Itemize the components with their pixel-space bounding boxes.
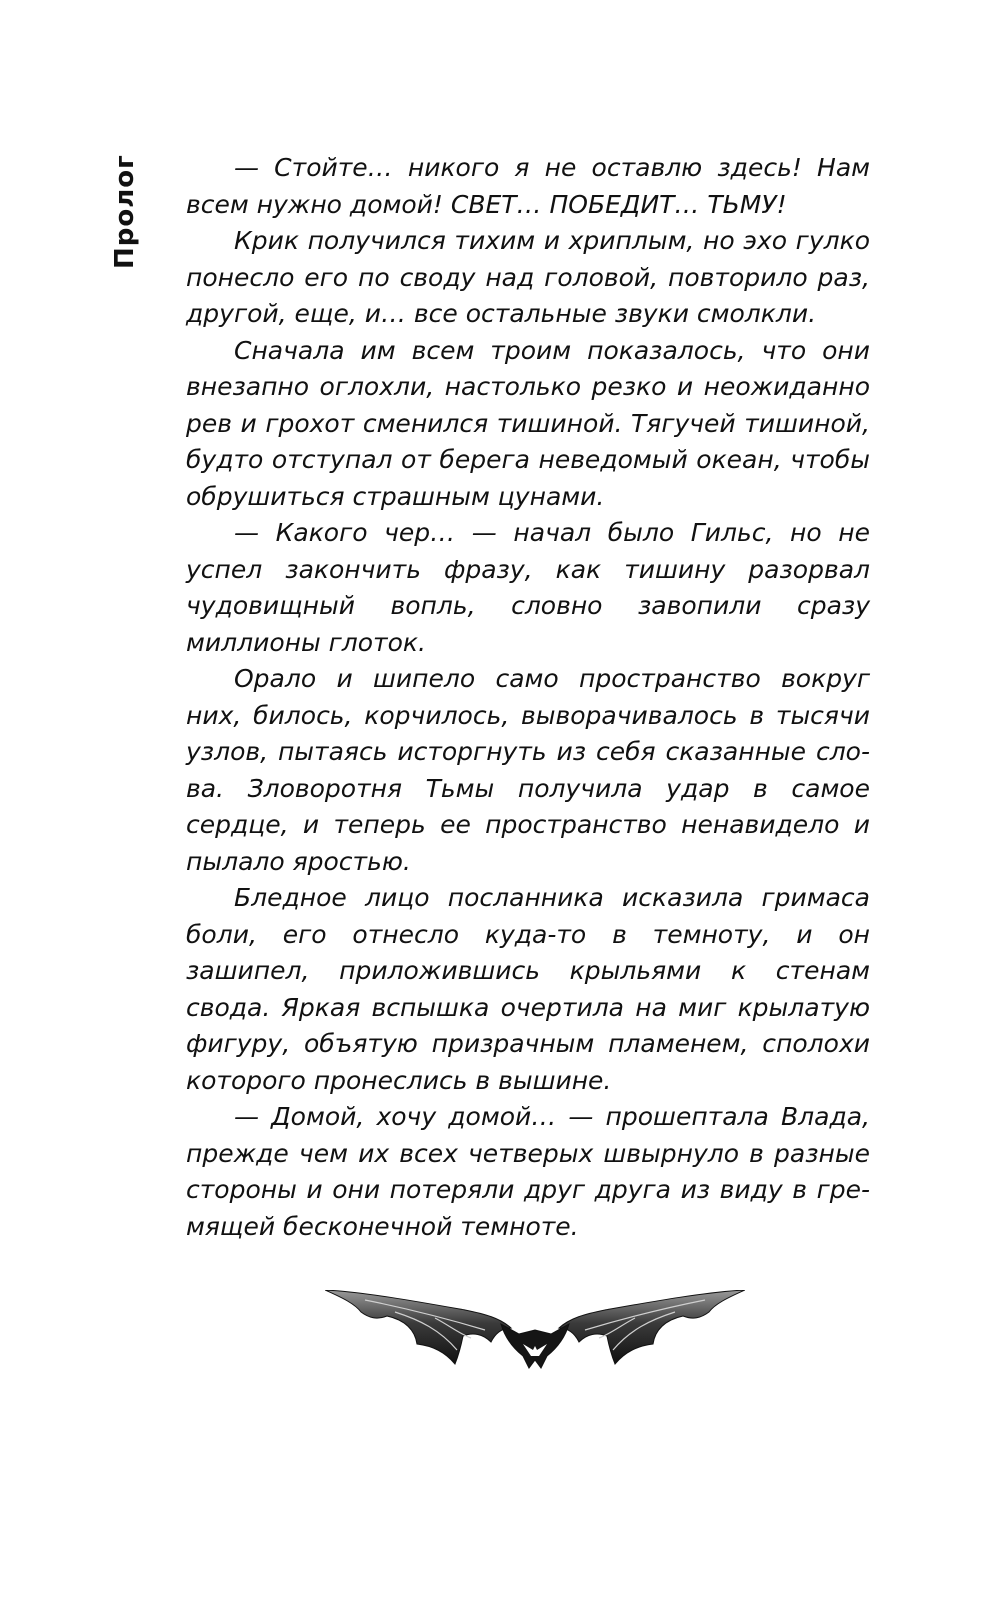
paragraph: Сначала им всем троим показалось, что они внезапно оглохли, настолько резко и неожиданно рев и грохот сменился тишиной. Тягучей тишиной, будто отступал от берега неведомый океан, чтобы обрушиться страшным цунами. — [186, 335, 870, 511]
paragraph: — Домой, хочу домой… — прошептала Влада, прежде чем их всех четверых швырнуло в разные стороны и они потеряли друг друга из виду в гремящей бесконечной темноте. — [186, 1102, 870, 1241]
left-wing — [325, 1290, 511, 1364]
right-wing — [559, 1290, 745, 1364]
paragraph: Бледное лицо посланника исказила гримаса боли, его отнесло куда-то в темноту, и он зашипел, приложившись крыльями к стенам свода. Яркая вспышка очертила на миг крылатую фигуру, объятую призрачным пламенем, сполохи которого пронеслись в вышине. — [186, 883, 870, 1095]
paragraph: — Какого чер… — начал было Гильс, но не успел закончить фразу, как тишину разорвал чудовищный вопль, словно завопили сразу миллионы глоток. — [186, 518, 870, 657]
paragraph: Орало и шипело само пространство вокруг них, билось, корчилось, выворачивалось в тысячи узлов, пытаясь исторгнуть из себя сказанные слова. Зловоротня Тьмы получила удар в самое сердце, и теперь ее пространство ненавидело и пылало яростью. — [186, 664, 870, 876]
paragraph: Крик получился тихим и хриплым, но эхо гулко понесло его по своду над головой, повторило раз, другой, еще, и… все остальные звуки смолкли. — [186, 226, 870, 328]
paragraph: — Стойте… никого я не оставлю здесь! Нам всем нужно домой! СВЕТ… ПОБЕДИТ… ТЬМУ! — [186, 153, 870, 219]
body-text — [186, 150, 870, 1245]
bat-wings-icon — [325, 1290, 745, 1380]
chapter-title: Пролог — [110, 154, 140, 269]
